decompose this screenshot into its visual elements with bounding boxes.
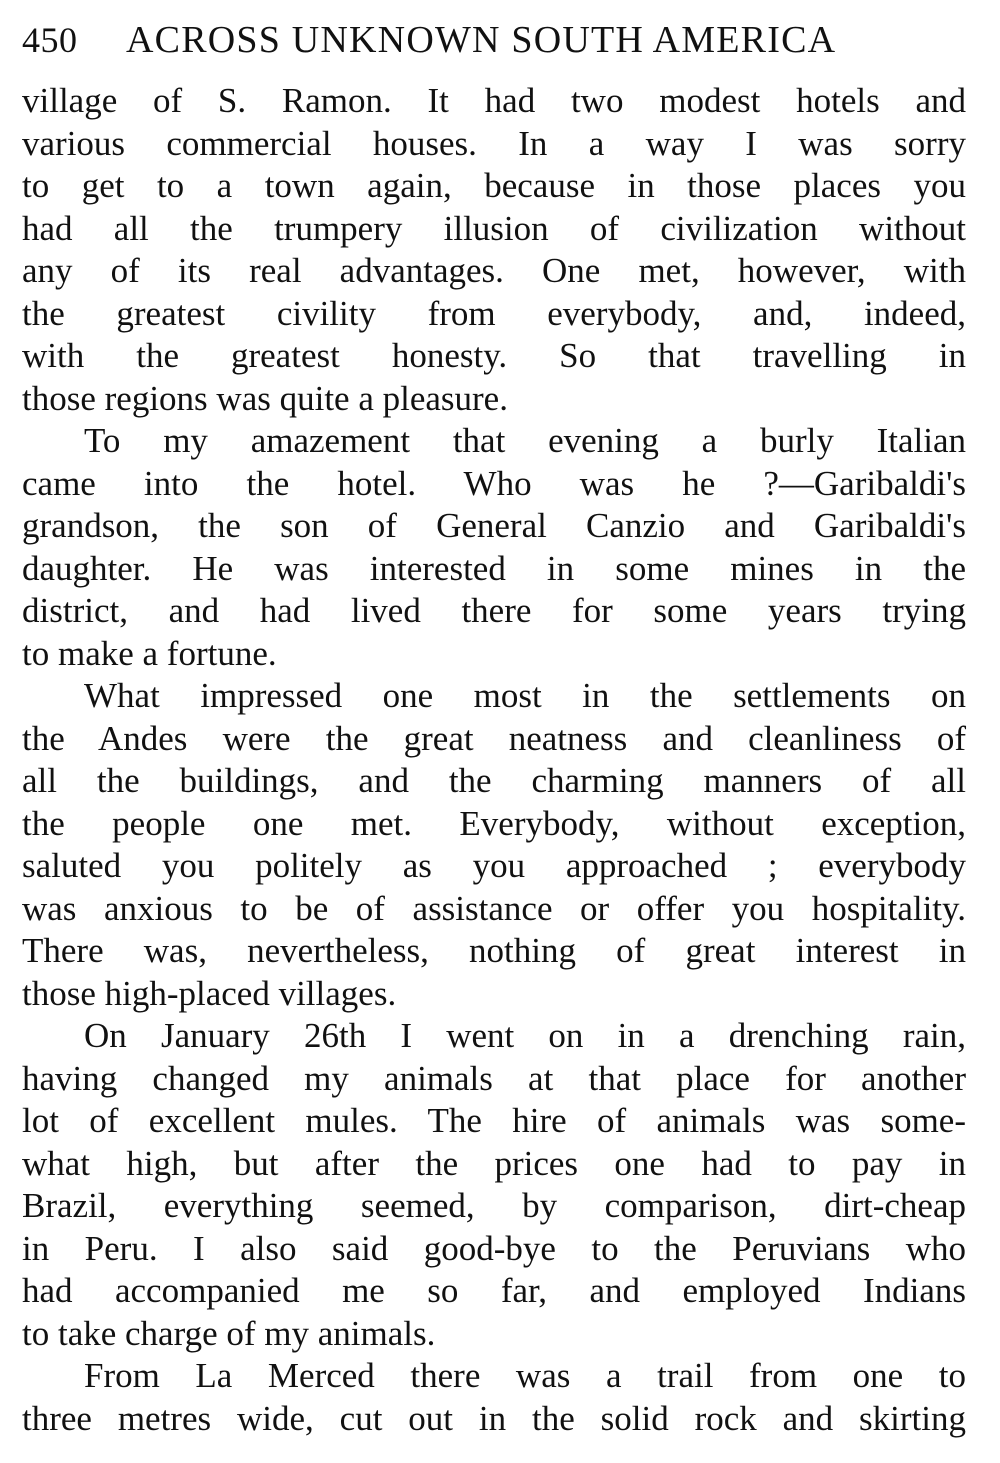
text-line: had accompanied me so far, and employed Indians bbox=[22, 1271, 966, 1310]
text-line: to take charge of my animals. bbox=[22, 1313, 436, 1353]
text-line: to get to a town again, because in those places you bbox=[22, 166, 966, 205]
text-line: What impressed one most in the settlements on bbox=[84, 676, 966, 715]
page-number: 450 bbox=[22, 20, 78, 60]
text-line: came into the hotel. Who was he ?—Garibaldi's bbox=[22, 463, 966, 503]
text-line: grandson, the son of General Canzio and Garibaldi's bbox=[22, 506, 966, 545]
text-line: From La Merced there was a trail from one to bbox=[84, 1356, 966, 1395]
text-line: There was, nevertheless, nothing of great interest in bbox=[22, 931, 966, 970]
paragraph bbox=[22, 675, 966, 1015]
text-line: three metres wide, cut out in the solid rock and skirting bbox=[22, 1398, 966, 1438]
running-head bbox=[22, 18, 966, 80]
text-line: To my amazement that evening a burly Italian bbox=[84, 421, 966, 460]
text-line: having changed my animals at that place for another bbox=[22, 1058, 966, 1098]
text-line: On January 26th I went on in a drenching rain, bbox=[84, 1016, 966, 1055]
text-line: the people one met. Everybody, without exception, bbox=[22, 803, 966, 843]
text-line: those high-placed villages. bbox=[22, 973, 397, 1013]
text-line: those regions was quite a pleasure. bbox=[22, 378, 508, 418]
text-line: district, and had lived there for some years trying bbox=[22, 591, 966, 630]
text-line: with the greatest honesty. So that travelling in bbox=[22, 336, 966, 375]
text-line: lot of excellent mules. The hire of animals was some- bbox=[22, 1101, 966, 1140]
text-line: village of S. Ramon. It had two modest hotels and bbox=[22, 81, 966, 120]
paragraph bbox=[22, 420, 966, 675]
text-line: the greatest civility from everybody, and, indeed, bbox=[22, 293, 966, 333]
text-line: had all the trumpery illusion of civilization without bbox=[22, 208, 966, 248]
text-line: saluted you politely as you approached ; everybody bbox=[22, 846, 966, 885]
text-line: any of its real advantages. One met, however, with bbox=[22, 251, 966, 290]
text-line: all the buildings, and the charming manners of all bbox=[22, 761, 966, 800]
paragraph bbox=[22, 80, 966, 420]
book-page bbox=[22, 18, 966, 1440]
text-line: was anxious to be of assistance or offer you hospitality. bbox=[22, 888, 966, 928]
text-line: what high, but after the prices one had to pay in bbox=[22, 1143, 966, 1183]
paragraph bbox=[22, 1355, 966, 1440]
text-line: the Andes were the great neatness and cleanliness of bbox=[22, 718, 966, 758]
text-line: in Peru. I also said good-bye to the Peruvians who bbox=[22, 1228, 966, 1268]
paragraph bbox=[22, 1015, 966, 1355]
text-line: Brazil, everything seemed, by comparison, dirt-cheap bbox=[22, 1186, 966, 1225]
text-line: daughter. He was interested in some mines in the bbox=[22, 548, 966, 588]
text-line: to make a fortune. bbox=[22, 633, 277, 673]
body-text bbox=[22, 80, 966, 1440]
running-title: ACROSS UNKNOWN SOUTH AMERICA bbox=[126, 19, 837, 61]
text-line: various commercial houses. In a way I was sorry bbox=[22, 123, 966, 163]
